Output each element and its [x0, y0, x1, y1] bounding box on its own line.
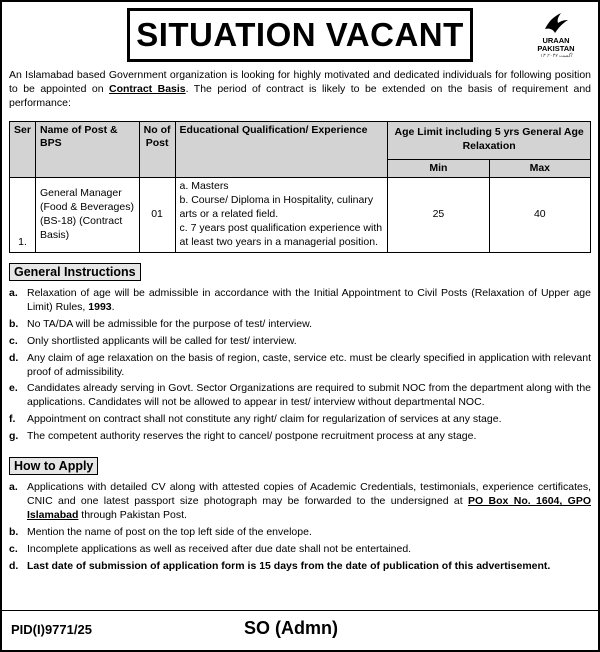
cell-no-of-post: 01	[139, 178, 175, 252]
po-box-address: PO Box No. 1604, GPO Islamabad	[27, 495, 591, 522]
how-to-apply-heading: How to Apply	[9, 457, 98, 476]
list-item	[9, 352, 591, 380]
qualification-line: c. 7 years post qualification experience with at least two years in a managerial position.	[179, 222, 383, 248]
posts-table	[9, 121, 591, 253]
item-text: Last date of submission of application form is 15 days from the date of publication of this advertisement.	[27, 559, 551, 572]
list-item	[9, 481, 591, 523]
title-box	[127, 8, 473, 62]
qualification-line: b. Course/ Diploma in Hospitality, culinary arts or a related field.	[179, 194, 374, 221]
signatory: SO (Admn)	[244, 618, 338, 638]
item-text: Appointment on contract shall not constitute any right/ claim for regularization of services at any stage.	[27, 413, 502, 426]
falcon-emblem-icon	[541, 7, 571, 37]
cell-qualification	[175, 178, 388, 252]
pid-number: PID(I)9771/25	[11, 622, 92, 637]
item-text: Mention the name of post on the top left side of the envelope.	[27, 525, 312, 538]
header-min: Min	[388, 159, 489, 178]
item-marker: c.	[9, 334, 18, 347]
item-marker: d.	[9, 351, 19, 364]
item-text: The competent authority reserves the right to cancel/ postpone recruitment process at any stage.	[27, 429, 477, 442]
item-marker: b.	[9, 317, 19, 330]
header-age-limit: Age Limit including 5 yrs General Age Relaxation	[388, 121, 591, 159]
intro-text-1: An Islamabad based Government organization is looking for highly motivated and dedicated individuals for following position to be appointed on	[9, 69, 591, 95]
item-marker: a.	[9, 287, 18, 300]
intro-paragraph	[9, 69, 591, 111]
item-text: Any claim of age relaxation on the basis of region, caste, service etc. must be clearly specified in application with relevant proof of admissibility.	[27, 351, 591, 378]
page-title: SITUATION VACANT	[136, 16, 464, 54]
logo-name-line1: URAAN	[542, 36, 570, 45]
intro-text-2: . The period of contract is likely to be extended on the basis of requirement and performance:	[9, 82, 591, 109]
logo-tagline: ۱۴ اگست ۲۰۴۷	[539, 52, 573, 59]
item-marker: f.	[9, 413, 16, 426]
list-item	[9, 543, 591, 557]
general-instructions-list	[9, 287, 591, 444]
item-marker: a.	[9, 481, 18, 494]
item-text: Candidates already serving in Govt. Sector Organizations are required to submit NOC from the department along with the applications. Candidates will not be allowed to appear in test/ interview without departmental NOC.	[27, 382, 591, 409]
intro-contract-basis: Contract Basis	[109, 82, 186, 95]
item-text: Incomplete applications as well as received after due date shall not be entertained.	[27, 542, 412, 555]
cell-post: General Manager (Food & Beverages) (BS-18) (Contract Basis)	[35, 178, 139, 252]
general-instructions-heading: General Instructions	[9, 263, 141, 282]
list-item	[9, 413, 591, 427]
list-item	[9, 318, 591, 332]
table-header-row	[10, 121, 591, 159]
table-row	[10, 178, 591, 252]
list-item	[9, 526, 591, 540]
header-qualification: Educational Qualification/ Experience	[175, 121, 388, 178]
list-item	[9, 430, 591, 444]
item-marker: c.	[9, 542, 18, 555]
header-ser: Ser	[10, 121, 36, 178]
list-item	[9, 287, 591, 315]
list-item	[9, 335, 591, 349]
how-to-apply-list	[9, 481, 591, 573]
header-max: Max	[489, 159, 590, 178]
item-bold-year: 1993	[88, 301, 112, 314]
item-text: Applications with detailed CV along with attested copies of Academic Credentials, testimonials, experience certificates, CNIC and one latest passport size photograph may be forwarded to the undersigned at	[27, 481, 591, 508]
list-item	[9, 382, 591, 410]
qualification-line: a. Masters	[179, 180, 229, 193]
item-text: No TA/DA will be admissible for the purpose of test/ interview.	[27, 317, 312, 330]
header-post: Name of Post & BPS	[35, 121, 139, 178]
item-tail: .	[111, 301, 115, 314]
item-marker: e.	[9, 382, 18, 395]
header-no-of-post: No of Post	[139, 121, 175, 178]
item-marker: b.	[9, 525, 19, 538]
list-item	[9, 560, 591, 574]
item-marker: g.	[9, 429, 19, 442]
cell-min-age: 25	[388, 178, 489, 252]
cell-ser: 1.	[10, 178, 36, 252]
item-text: Relaxation of age will be admissible in accordance with the Initial Appointment to Civil Posts (Relaxation of Upper age Limit) Rules,	[27, 287, 591, 314]
logo-name-line2: PAKISTAN	[537, 43, 575, 53]
uraan-pakistan-logo	[527, 7, 585, 67]
footer	[2, 610, 598, 644]
cell-max-age: 40	[489, 178, 590, 252]
item-text: Only shortlisted applicants will be called for test/ interview.	[27, 334, 297, 347]
item-marker: d.	[9, 559, 19, 572]
item-tail: through Pakistan Post.	[78, 509, 187, 522]
header	[9, 2, 591, 68]
